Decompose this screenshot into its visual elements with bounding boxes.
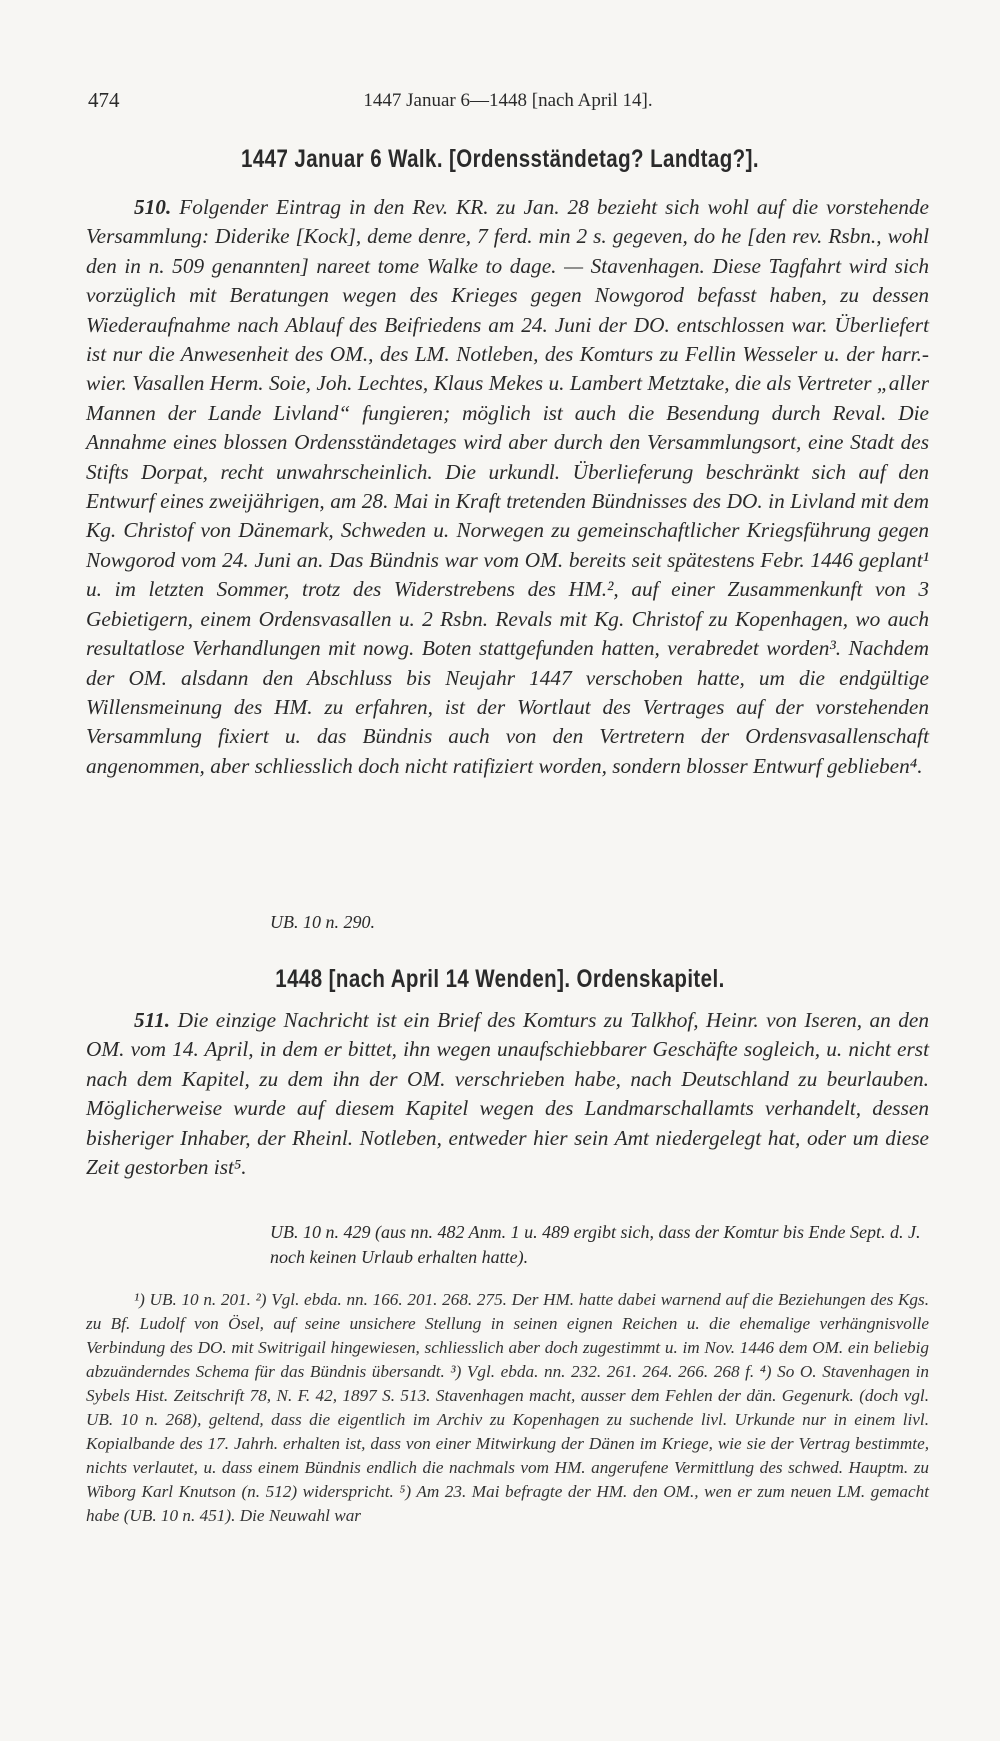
source-note-511: UB. 10 n. 429 (aus nn. 482 Anm. 1 u. 489 ergibt sich, dass der Komtur bis Ende Sept. d. J. noch keinen Urlaub erhalten hatte). [270,1222,921,1267]
paragraph-511 [86,1006,929,1182]
paragraph-510-text: Folgender Eintrag in den Rev. KR. zu Jan. 28 bezieht sich wohl auf die vorstehende Versammlung: Diderike [Kock], deme denre, 7 ferd. min 2 s. gegeven, do he [den rev. Rsbn., wohl den in n. 509 genannten] nareet tome Walke to dage. — Stavenhagen. Diese Tagfahrt wird sich vorzüglich mit Beratungen wegen des Krieges gegen Nowgorod befasst haben, zu dessen Wiederaufnahme nach Ablauf des Beifriedens am 24. Juni der DO. entschlossen war. Überliefert ist nur die Anwesenheit des OM., des LM. Notleben, des Komturs zu Fellin Wesseler u. der harr.-wier. Vasallen Herm. Soie, Joh. Lechtes, Klaus Mekes u. Lambert Metztake, die als Vertreter „aller Mannen der Lande Livland“ fungieren; möglich ist auch die Besendung durch Reval. Die Annahme eines blossen Ordensständetages wird aber durch den Versammlungsort, eine Stadt des Stifts Dorpat, recht unwahrscheinlich. Die urkundl. Überlieferung beschränkt sich auf den Entwurf eines zweijährigen, am 28. Mai in Kraft tretenden Bündnisses des DO. in Livland mit dem Kg. Christof von Dänemark, Schweden u. Norwegen zu gemeinschaftlicher Kriegsführung gegen Nowgorod vom 24. Juni an. Das Bündnis war vom OM. bereits seit spätestens Febr. 1446 geplant¹ u. im letzten Sommer, trotz des Widerstrebens des HM.², auf einer Zusammenkunft von 3 Gebietigern, einem Ordensvasallen u. 2 Rsbn. Revals mit Kg. Christof zu Kopenhagen, wo auch resultatlose Verhandlungen mit nowg. Boten stattgefunden hatten, verabredet worden³. Nachdem der OM. alsdann den Abschluss bis Neujahr 1447 verschoben hatte, um die endgültige Willensmeinung des HM. zu erfahren, ist der Wortlaut des Vertrages auf der vorstehenden Versammlung fixiert u. das Bündnis auch von den Vertretern der Ordensvasallenschaft angenommen, aber schliesslich doch nicht ratifiziert worden, sondern blosser Entwurf geblieben⁴. [86,195,929,778]
footnotes [86,1288,929,1528]
section-heading-510: 1447 Januar 6 Walk. [Ordensständetag? Landtag?]. [241,145,759,173]
entry-number-510: 510. [134,195,172,219]
page-number: 474 [88,88,120,112]
paragraph-511-text: Die einzige Nachricht ist ein Brief des Komturs zu Talkhof, Heinr. von Iseren, an den OM. vom 14. April, in dem er bittet, ihn wegen unaufschiebbarer Geschäfte sogleich, u. nicht erst nach dem Kapitel, zu dem ihn der OM. verschrieben habe, nach Deutschland zu beurlauben. Möglicherweise wurde auf diesem Kapitel wegen des Landmarschallamts verhandelt, dessen bisheriger Inhaber, der Rheinl. Notleben, entweder hier sein Amt niedergelegt hat, oder um diese Zeit gestorben ist⁵. [86,1008,930,1180]
entry-number-511: 511. [134,1008,171,1032]
running-head [88,84,928,116]
footnotes-text: ¹) UB. 10 n. 201. ²) Vgl. ebda. nn. 166. 201. 268. 275. Der HM. hatte dabei warnend auf die Beziehungen des Kgs. zu Bf. Ludolf von Ösel, auf seine unsichere Stellung in seinen eignen Reichen u. die ehemalige verhängnisvolle Verbindung des DO. mit Switrigail hingewiesen, schliesslich aber doch zugestimmt u. im Nov. 1446 dem OM. ein beliebig abzuänderndes Schema für das Bündnis übersandt. ³) Vgl. ebda. nn. 232. 261. 264. 266. 268 f. ⁴) So O. Stavenhagen in Sybels Hist. Zeitschrift 78, N. F. 42, 1897 S. 513. Stavenhagen macht, ausser dem Fehlen der dän. Gegenurk. (doch vgl. UB. 10 n. 268), geltend, dass die eigentlich im Archiv zu Kopenhagen zu suchende livl. Urkunde nur in einem livl. Kopialbande des 17. Jahrh. erhalten ist, dass von einer Mitwirkung der Dänen im Kriege, wie sie der Vertrag bestimmte, nichts verlautet, u. dass einem Bündnis endlich die nachmals vom HM. angerufene Vermittlung des schwed. Hauptm. zu Wiborg Karl Knutson (n. 512) widerspricht. ⁵) Am 23. Mai befragte der HM. den OM., wen er zum neuen LM. gemacht habe (UB. 10 n. 451). Die Neuwahl war [86,1290,929,1525]
paragraph-510 [86,193,929,781]
source-note-510: UB. 10 n. 290. [270,912,375,932]
section-heading-511: 1448 [nach April 14 Wenden]. Ordenskapitel. [275,965,725,993]
running-title: 1447 Januar 6—1448 [nach April 14]. [363,90,653,111]
